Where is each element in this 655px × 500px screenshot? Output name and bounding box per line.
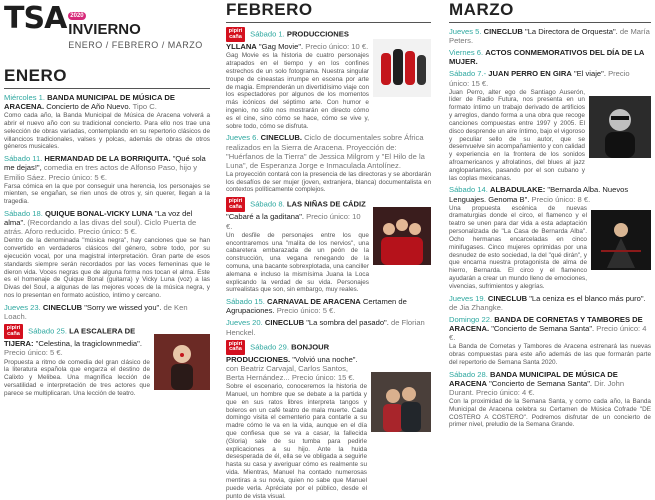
event-date: Sábado 28. <box>449 369 488 379</box>
event-date: Sábado 29. <box>250 342 289 352</box>
event-date: Jueves 6. <box>226 133 259 143</box>
event-item <box>4 209 210 300</box>
event-title: CINECLUB <box>487 293 528 303</box>
event-subtitle: "El viaje". <box>573 69 606 79</box>
event-subtitle: "Celestina, la tragiclownmedia". <box>35 339 142 349</box>
event-title: ACTOS CONMEMORATIVOS DEL DÍA DE LA MUJER. <box>449 48 645 67</box>
event-title: BONJOUR PRODUCCIONES. <box>226 342 330 364</box>
event-date: Sábado 8. <box>250 199 285 209</box>
event-item <box>449 69 651 182</box>
event-date: Sábado 18. <box>4 209 43 219</box>
event-title: PRODUCCIONES YLLANA <box>226 29 349 52</box>
event-photo-juan-perro <box>589 96 651 158</box>
pipiri-cana-logo: pipiri caña <box>4 324 23 339</box>
event-description: Gag Movie es la historia de cuatro personajes atrapados en el tiempo y en los confines estrechos de un solo fotograma. Nuestra singular troupe de cineastas irrumpe en escena por arte de magia. Emprenderán un divertidísimo viaje con los espectadores por algunos de los momentos más icónicos del séptimo arte. Con humor e ingenio, no sólo nos mostrarán en directo cómo es el cine, sino cómo se hace, cómo se vive y, sobre todo, cómo se disfruta. <box>226 52 369 130</box>
event-subtitle: "La sombra del pasado". <box>306 318 389 328</box>
event-date: Sábado 15. <box>226 297 265 307</box>
event-subtitle: "Volvió una noche". <box>292 354 358 364</box>
event-title: CINECLUB <box>264 318 305 328</box>
event-subtitle: "Gag Movie". <box>258 42 304 52</box>
event-subtitle: "Sorry we wissed you". <box>84 302 162 312</box>
column-enero <box>4 0 210 432</box>
logo-season: INVIERNO <box>68 21 141 38</box>
logo-year-badge: 2020 <box>70 13 84 19</box>
event-note: Precio único: 8 €. <box>531 194 591 204</box>
event-date: Jueves 20. <box>226 318 263 328</box>
event-date: Sábado 7.- <box>449 69 487 79</box>
pipiri-cana-logo: pipiri caña <box>226 340 245 355</box>
event-photo-celestina <box>154 334 210 390</box>
event-subtitle: Concierto de Año Nuevo. <box>46 102 131 112</box>
event-item <box>226 133 431 194</box>
event-subtitle: "Qué sola me dejas!", <box>4 154 206 173</box>
event-note: comedia en tres actos de Alfonso Paso, hijo y Emilio Sáez. Precio único: 5 €. <box>4 163 198 182</box>
event-item <box>4 303 210 321</box>
event-title: BANDA DE CORNETAS Y TAMBORES DE ARACENA. <box>449 314 643 333</box>
event-item <box>449 315 651 367</box>
event-subtitle: Certamen de Agrupaciones. <box>226 297 407 316</box>
event-title: BANDA MUNICIPAL DE MÚSICA DE ARACENA. <box>4 93 175 112</box>
event-description: Farsa cómica en la que por conseguir una herencia, los personajes se mienten, se engañan, se rien unos de otros y, sin querer, llegan a la tragedia. <box>4 182 210 206</box>
event-date: Sábado 25. <box>28 326 67 336</box>
event-subtitle: "Concierto de Semana Santa". <box>489 378 592 388</box>
event-description: Dentro de la denominada "música negra", hay canciones que se han convertido en verdaderos clásicos del género, sobre todo, por su ejecución vocal, por una magistral interpretación. Gran parte de esos standards siempre serán recordados por las voces femeninas que le dieron vida. Voces negras que de alguna forma nos tocan el alma. Este es el homenaje de Quique Bonal (guitarra) y Vicky Luna (voz) a las Divas del Soul, a algunas de las mejores voces de la música negra, y nos lo presentan en formato acústico, íntimo y cercano. <box>4 237 210 300</box>
event-item <box>4 93 210 151</box>
event-note: Dir. John Durant. Precio único: 4 €. <box>449 378 625 397</box>
logo-right <box>68 4 203 50</box>
pipiri-cana-logo: pipiri caña <box>226 27 245 42</box>
event-date: Sábado 1. <box>250 29 285 39</box>
logo-tsa-text: TSA <box>4 1 67 36</box>
event-item <box>449 27 651 45</box>
event-note: (Recordando a las divas del soul). Ciclo Puerta de atrás. Aforo reducido. Precio único: 5 €. <box>4 218 197 237</box>
event-title: CINECLUB. <box>260 133 302 143</box>
event-description: Con la proximidad de la Semana Santa, y como cada año, la Banda Municipal de Aracena celebra su Certamen de Música Cofrade "DE COSTERO A COSTERO". Podremos disfrutar de un concierto de primer nivel, preludio de la Semana Grande. <box>449 397 651 429</box>
event-note: Precio único: 10 €. <box>305 42 369 52</box>
event-note: Precio único: 15 €. <box>449 69 630 88</box>
event-date: Jueves 19. <box>449 293 486 303</box>
event-photo-volvio-una-noche <box>371 372 431 432</box>
event-description: La Banda de Cornetas y Tambores de Aracena estrenará las nuevas obras compuestas para este año además de las que formarán parte del repertorio de Semana Santa 2020. <box>449 343 651 366</box>
event-note: de Jia Zhangke. <box>449 302 504 312</box>
month-title-febrero: FEBRERO <box>226 0 431 23</box>
event-title: QUIQUE BONAL-VICKY LUNA <box>44 209 153 219</box>
event-note: de Ken Loach. <box>4 302 188 321</box>
logo-months: ENERO / FEBRERO / MARZO <box>68 40 203 50</box>
event-note: con Beatriz Carvajal, Carlos Santos, Berta Hernández... Precio único: 15 €. <box>226 363 355 383</box>
event-title: CINECLUB <box>483 27 523 36</box>
event-photo-albadulake <box>591 210 651 270</box>
event-note: Precio único: 5 €. <box>4 348 63 358</box>
month-title-marzo: MARZO <box>449 0 651 23</box>
event-description: La proyección contará con la presencia de las directoras y se abordarán los desafíos de ser mujer (joven, extranjera, blanca) documentalista en contextos políticamente complejos. <box>226 170 431 194</box>
event-subtitle: "Cabaré a la gaditana". <box>226 212 305 222</box>
event-date: Jueves 23. <box>4 302 41 312</box>
event-subtitle: "Concierto de Semana Santa". <box>491 323 595 333</box>
event-title: LAS NIÑAS DE CÁDIZ <box>286 199 366 209</box>
event-date: Viernes 6. <box>449 48 484 58</box>
event-description: Un desfile de personajes entre los que encontraremos una "malita de los nervios", una cabaretera embarazada de un peón de la construcción, una vegana renegando de la comuna, una bacante sobrexplotada, una canciller alemana e incluso la mismísima Juana la Loca explicando la verdad de su vida. Personajes surrealistas que son, sin embargo, muy reales. <box>226 231 369 294</box>
pipiri-cana-logo: pipiri caña <box>226 197 245 212</box>
tsa-logo <box>4 0 210 64</box>
event-title: LA ESCALERA DE TIJERA: <box>4 326 136 349</box>
event-title: CINECLUB <box>42 302 83 312</box>
event-description: Una propuesta escénica de nuevas dramaturgias donde el circo, el flamenco y el teatro se unen para dar vida a esta adaptación personalizada de "La Casa de Bernarda Alba". Ocho hermanas encarceladas en cinco minifugases. Cinco mujeres oprimidas por una desnudez de esto sociedad, la del "qué dirán", y que encarna nuestra protagonista de alma de hierro, Bernarda. El circo y el flamenco ayudarán a crear un mundo lleno de emociones, vivencias, sufrimientos y alegrías. <box>449 204 587 290</box>
event-item <box>4 324 210 397</box>
event-description: Sobre el escenario, conoceremos la historia de Manuel, un hombre que se debate a la partida y que en sus ratos libres interpreta tangos y boleros en un café teatro de mala muerte. Cada domingo visita el cementerio para contarle a su madre cómo le va en la vida, aunque en el día que confiesa que se va a casar, la fallecida (Gloria) sale de su tumba para pedirle explicaciones a su hijo. Ante la huida desesperada de él, ella se ve obligada a seguirle hasta su casa y averiguar cómo es realmente su vida. Mientras, Manuel ha contado numerosas mentiras a su novia, quien no sabe que Manuel puede verla. Apréciate por el público, desde el punto de vista visual. <box>226 383 367 500</box>
event-description: Juan Perro, alter ego de Santiago Auserón, líder de Radio Futura, nos presenta en un formato íntimo un trabajo derivado de artificios y arreglos, dando forma a una obra que recoge canciones compuestas entre 1997 y 2005. El disco desprende un aire íntimo, bajo el vigoroso y peculiar sello de su autor, que se desenvuelve sin acompañamiento y con calidad y experiencia en la frontera de los sonidos afroamericanos y afrolatinos, del blues al jazz angloparlantes, pasando por el son cubano y las coplas mexicanas. <box>449 88 585 182</box>
event-subtitle: "Bernarda Alba. Nuevos Lenguajes. Genoma B". <box>449 185 629 204</box>
event-note: Tipo C. <box>132 102 157 112</box>
event-note: Precio único: 5 €. <box>276 306 336 316</box>
event-note: Precio único: 4 €. <box>449 323 647 342</box>
event-description: Como cada año, la Banda Municipal de Música de Aracena volverá a abrir el nuevo año con su tradicional concierto. Para ello nos trae una selección de obras variadas, contemplando en su repertorio clásicos de villancicos tradicionales, valses y polcas, además de obras de otros géneros musicales. <box>4 112 210 151</box>
event-date: Sábado 11. <box>4 154 43 164</box>
event-title: JUAN PERRO EN GIRA <box>488 69 572 79</box>
month-title-enero: ENERO <box>4 66 210 89</box>
event-subtitle: "La ceniza es el blanco más puro". <box>529 293 646 303</box>
event-date: Miércoles 1. <box>4 93 45 102</box>
event-item <box>226 297 431 315</box>
event-title: BANDA MUNICIPAL DE MÚSICA DE ARACENA <box>449 369 618 388</box>
event-subtitle: "La Directora de Orquesta". <box>525 27 618 36</box>
event-date: Jueves 5. <box>449 27 482 36</box>
event-note: de María Peters. <box>449 27 650 46</box>
event-title: CARNAVAL DE ARACENA <box>266 297 361 307</box>
event-item <box>226 318 431 336</box>
event-title: ALBADULAKE: <box>489 185 546 195</box>
event-date: Domingo 22. <box>449 314 493 324</box>
event-description: Propuesta a ritmo de comedia del gran clásico de la literatura española que engarza el destino de Calixto y Melibea. Una magnífica lección de versatilidad e interpretación de tres actores que parece se multiplicaran. Una lección de teatro. <box>4 358 150 397</box>
event-item <box>226 27 431 130</box>
event-note: Ciclo de documentales sobre África realizados en la Sierra de Aracena. Proyección de: "Huérfanos de la Tierra" de Jessica Milgrom y "El Hilo de la Luna", de Esperanza Jorge e Inmaculada Antolínez. <box>226 133 425 170</box>
event-note: Precio único: 10 €. <box>226 212 361 231</box>
event-subtitle: "La voz del alma". <box>4 209 193 228</box>
event-photo-gag-movie <box>373 39 431 97</box>
event-date: Sábado 14. <box>449 185 488 195</box>
event-item <box>449 294 651 312</box>
event-item <box>449 48 651 66</box>
event-item <box>449 185 651 290</box>
event-item <box>4 154 210 206</box>
event-item <box>226 197 431 294</box>
event-photo-ninas-de-cadiz <box>373 207 431 265</box>
column-marzo <box>449 0 651 432</box>
event-note: de Florian Henckel. <box>226 318 425 337</box>
column-febrero <box>226 0 431 500</box>
event-item <box>449 370 651 430</box>
event-title: HERMANDAD DE LA BORRIQUITA. <box>44 154 171 164</box>
event-item <box>226 340 431 500</box>
